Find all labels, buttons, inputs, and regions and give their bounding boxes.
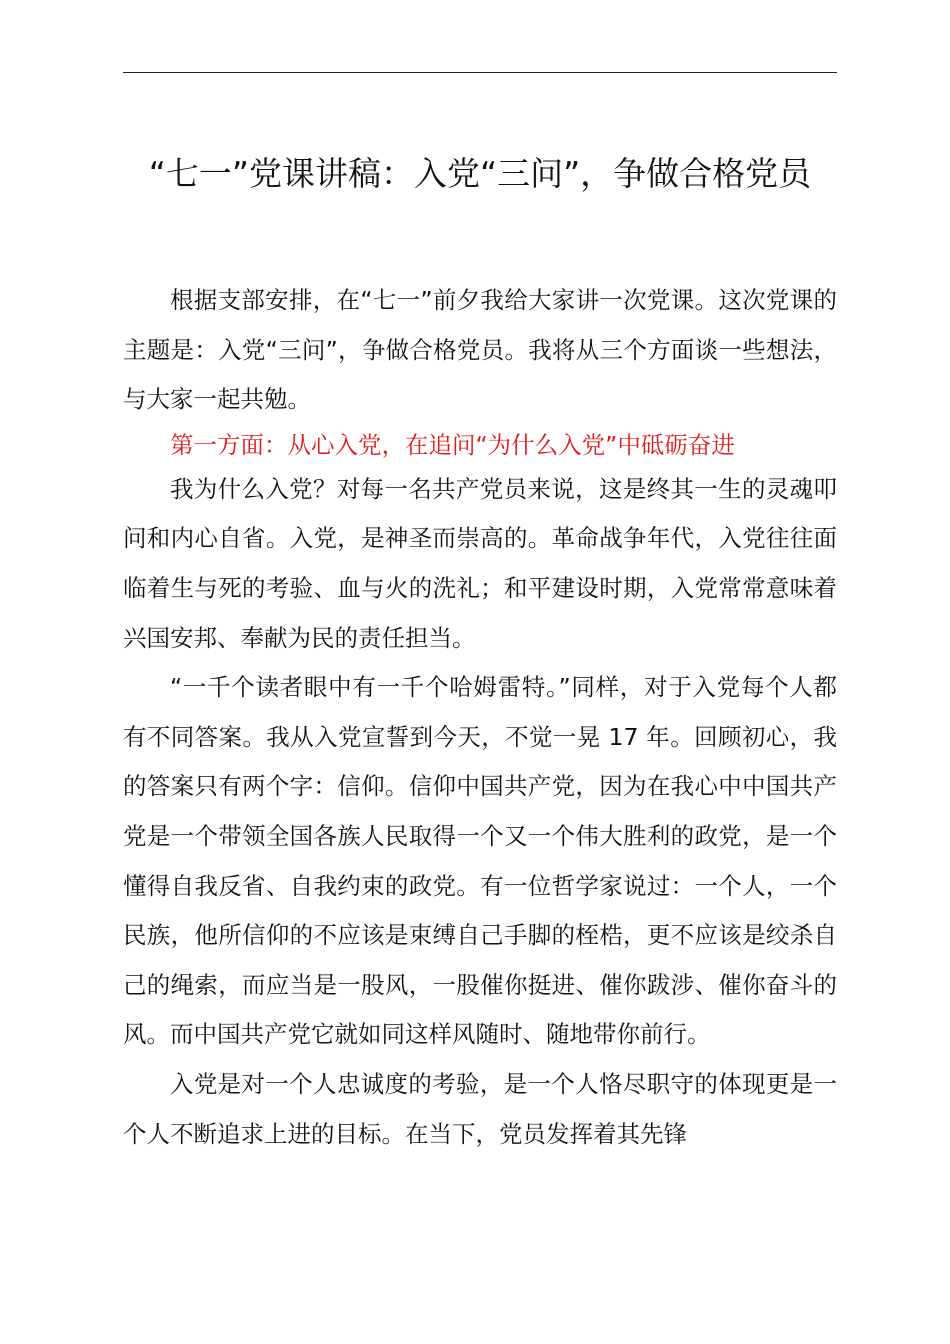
- section-paragraph: 入党是对一个人忠诚度的考验，是一个人恪尽职守的体现更是一个人不断追求上进的目标。在当下，党员发挥着其先锋: [123, 1069, 837, 1148]
- document-body: [123, 276, 837, 1159]
- document-title: “七一”党课讲稿：入党“三问”，争做合格党员: [148, 154, 812, 193]
- section-heading: 第一方面：从心入党，在追问“为什么入党”中砥砺奋进: [170, 430, 735, 459]
- intro-paragraph: 根据支部安排，在“七一”前夕我给大家讲一次党课。这次党课的主题是：入党“三问”，争做合格党员。我将从三个方面谈一些想法，与大家一起共勉。: [123, 286, 837, 414]
- header-rule: [123, 72, 837, 73]
- section-paragraph: 我为什么入党？对每一名共产党员来说，这是终其一生的灵魂叩问和内心自省。入党，是神圣而崇高的。革命战争年代，入党往往面临着生与死的考验、血与火的洗礼；和平建设时期，入党常常意味着兴国安邦、奉献为民的责任担当。: [123, 474, 837, 652]
- section-paragraph: “一千个读者眼中有一千个哈姆雷特。”同样，对于入党每个人都有不同答案。我从入党宣誓到今天，不觉一晃 17 年。回顾初心，我的答案只有两个字：信仰。信仰中国共产党，因为在我心中中国共产党是一个带领全国各族人民取得一个又一个伟大胜利的政党，是一个懂得自我反省、自我约束的政党。有一位哲学家说过：一个人，一个民族，他所信仰的不应该是束缚自己手脚的桎梏，更不应该是绞杀自己的绳索，而应当是一股风，一股催你挺进、催你跋涉、催你奋斗的风。而中国共产党它就如同这样风随时、随地带你前行。: [123, 673, 837, 1049]
